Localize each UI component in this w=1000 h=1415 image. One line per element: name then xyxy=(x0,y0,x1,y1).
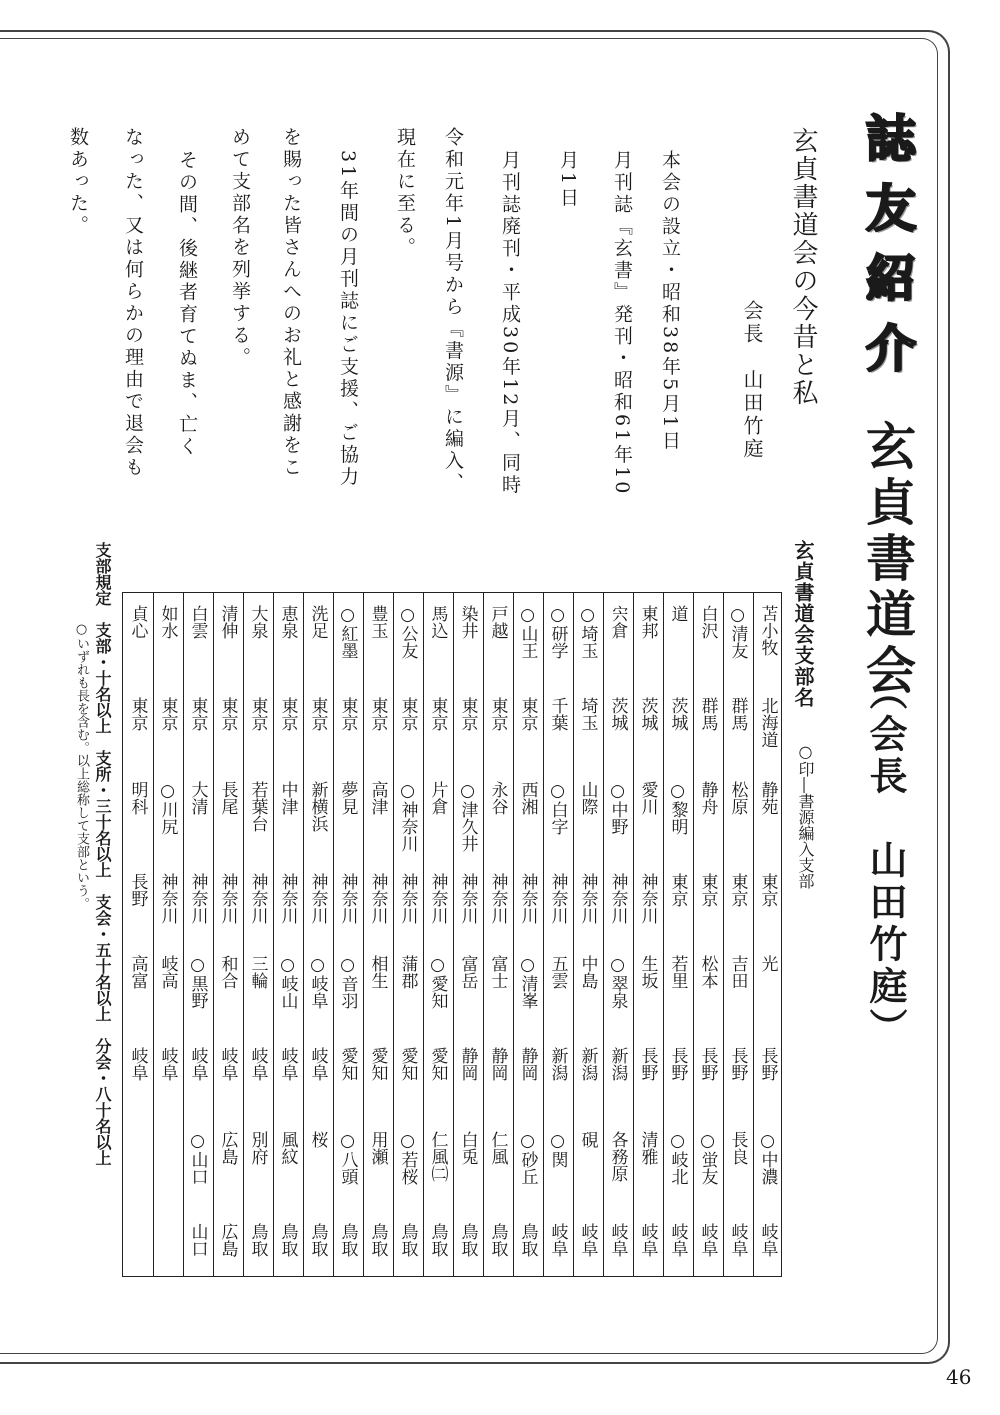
branch-name: 風紋 xyxy=(277,1131,298,1165)
branch-prefecture: 岐阜 xyxy=(307,1047,328,1081)
branch-rules-note: ○いずれも長を含む。以上総称して支部という。 xyxy=(74,622,89,910)
branch-prefecture: 山口 xyxy=(187,1223,208,1257)
article-line: 月刊誌廃刊・平成30年12月、同時 xyxy=(499,150,521,497)
branch-name: ○愛知 xyxy=(427,955,448,1009)
branch-name: 長尾 xyxy=(217,781,238,815)
branch-name: 大泉 xyxy=(247,605,268,639)
branch-prefecture: 神奈川 xyxy=(427,873,448,924)
branch-prefecture: 岐阜 xyxy=(577,1223,598,1257)
branch-prefecture: 群馬 xyxy=(727,697,748,731)
branch-prefecture: 岐阜 xyxy=(667,1223,688,1257)
branch-prefecture: 東京 xyxy=(427,697,448,731)
branch-prefecture: 神奈川 xyxy=(187,873,208,924)
branch-name: ○音羽 xyxy=(337,955,358,1009)
branch-prefecture: 東京 xyxy=(307,697,328,731)
branch-name: 道 xyxy=(667,605,688,622)
branch-prefecture: 神奈川 xyxy=(367,873,388,924)
table-column-rule xyxy=(423,593,424,1276)
branch-name: ○研学 xyxy=(547,605,568,659)
branch-prefecture: 神奈川 xyxy=(247,873,268,924)
branch-prefecture: 東京 xyxy=(517,697,538,731)
branch-prefecture: 神奈川 xyxy=(517,873,538,924)
table-column-rule xyxy=(213,593,214,1276)
branch-name: ○清峯 xyxy=(517,955,538,1009)
branch-name: 戸越 xyxy=(487,605,508,639)
branch-name: 白兎 xyxy=(457,1131,478,1165)
branch-prefecture: 鳥取 xyxy=(397,1223,418,1257)
branch-name: 染井 xyxy=(457,605,478,639)
branch-prefecture: 神奈川 xyxy=(487,873,508,924)
branch-name: 硯 xyxy=(577,1131,598,1148)
branch-prefecture: 鳥取 xyxy=(277,1223,298,1257)
branch-prefecture: 広島 xyxy=(217,1223,238,1257)
branch-prefecture: 静岡 xyxy=(517,1047,538,1081)
page-number: 46 xyxy=(946,1365,972,1389)
branch-name: 各務原 xyxy=(607,1131,628,1182)
table-column-rule xyxy=(723,593,724,1276)
branch-prefecture: 岐阜 xyxy=(637,1223,658,1257)
branch-prefecture: 愛知 xyxy=(397,1047,418,1081)
table-column-rule xyxy=(483,593,484,1276)
branch-name: 五雲 xyxy=(547,955,568,989)
branch-name: 新横浜 xyxy=(307,781,328,832)
branch-name: 高富 xyxy=(127,955,148,989)
branch-name: 蒲郡 xyxy=(397,955,418,989)
branch-name: 恵泉 xyxy=(277,605,298,639)
branch-name: ○岐阜 xyxy=(307,955,328,1009)
branch-prefecture: 神奈川 xyxy=(217,873,238,924)
branch-name: ○山王 xyxy=(517,605,538,659)
branch-name: ○埼玉 xyxy=(577,605,598,659)
article-line: めて支部名を列挙する。 xyxy=(229,127,251,369)
table-column-rule xyxy=(243,593,244,1276)
branch-name: 白沢 xyxy=(697,605,718,639)
branch-prefecture: 長野 xyxy=(757,1047,778,1081)
branch-prefecture: 愛知 xyxy=(367,1047,388,1081)
article-title: 玄貞書道会の今昔と私 xyxy=(788,127,818,407)
branch-prefecture: 神奈川 xyxy=(607,873,628,924)
branch-prefecture: 東京 xyxy=(487,697,508,731)
branch-name: 大清 xyxy=(187,781,208,815)
branch-prefecture: 岐阜 xyxy=(547,1223,568,1257)
branch-name: 豊玉 xyxy=(367,605,388,639)
branch-prefecture: 神奈川 xyxy=(397,873,418,924)
branch-name: 白雲 xyxy=(187,605,208,639)
branch-name: 和合 xyxy=(217,955,238,989)
branch-prefecture: 東京 xyxy=(127,697,148,731)
branch-prefecture: 群馬 xyxy=(697,697,718,731)
branch-name: 高津 xyxy=(367,781,388,815)
branch-name: 相生 xyxy=(367,955,388,989)
branch-prefecture: 東京 xyxy=(337,697,358,731)
branch-name: ○黎明 xyxy=(667,781,688,835)
branch-name: ○白字 xyxy=(547,781,568,835)
article-line: 本会の設立・昭和38年5月1日 xyxy=(659,150,681,453)
article-line: 現在に至る。 xyxy=(394,127,416,259)
chair-note: （会長 山田竹庭） xyxy=(863,672,907,1050)
branch-prefecture: 長野 xyxy=(637,1047,658,1081)
branch-table xyxy=(122,592,782,1277)
table-column-rule xyxy=(183,593,184,1276)
branch-prefecture: 鳥取 xyxy=(247,1223,268,1257)
branch-name: ○翠泉 xyxy=(607,955,628,1009)
branch-name: ○中濃 xyxy=(757,1131,778,1185)
table-column-rule xyxy=(753,593,754,1276)
table-column-rule xyxy=(633,593,634,1276)
branch-prefecture: 新潟 xyxy=(607,1047,628,1081)
branch-prefecture: 岐阜 xyxy=(127,1047,148,1081)
branch-name: 宍倉 xyxy=(607,605,628,639)
branch-name: 仁風 xyxy=(487,1131,508,1165)
branch-name: 夢見 xyxy=(337,781,358,815)
branch-name: ○山口 xyxy=(187,1131,208,1185)
branch-prefecture: 岐阜 xyxy=(217,1047,238,1081)
branch-name: 如水 xyxy=(157,605,178,639)
branch-prefecture: 東京 xyxy=(217,697,238,731)
table-column-rule xyxy=(393,593,394,1276)
branch-prefecture: 神奈川 xyxy=(277,873,298,924)
branch-prefecture: 長野 xyxy=(127,873,148,907)
table-column-rule xyxy=(363,593,364,1276)
article-author: 会長 山田竹庭 xyxy=(740,300,764,461)
branch-name: 永谷 xyxy=(487,781,508,815)
table-column-rule xyxy=(273,593,274,1276)
branch-name: 富士 xyxy=(487,955,508,989)
section-title: 誌友紹介 xyxy=(858,112,916,392)
article-line: なった、又は何らかの理由で退会も xyxy=(122,127,144,479)
org-title: 玄貞書道会 xyxy=(858,420,916,700)
branch-prefecture: 岐阜 xyxy=(187,1047,208,1081)
branch-name: 静苑 xyxy=(757,781,778,815)
branch-prefecture: 東京 xyxy=(667,873,688,907)
table-column-rule xyxy=(543,593,544,1276)
table-column-rule xyxy=(693,593,694,1276)
branch-prefecture: 岐阜 xyxy=(247,1047,268,1081)
branch-name: 愛川 xyxy=(637,781,658,815)
table-column-rule xyxy=(333,593,334,1276)
branch-prefecture: 東京 xyxy=(727,873,748,907)
branch-prefecture: 神奈川 xyxy=(457,873,478,924)
branch-prefecture: 岐阜 xyxy=(607,1223,628,1257)
table-column-rule xyxy=(303,593,304,1276)
branch-name: 光 xyxy=(757,955,778,972)
table-legend: ○印―書源編入支部 xyxy=(796,742,815,889)
table-column-rule xyxy=(513,593,514,1276)
branch-name: 富岳 xyxy=(457,955,478,989)
branch-prefecture: 東京 xyxy=(247,697,268,731)
branch-name: 洗足 xyxy=(307,605,328,639)
branch-prefecture: 鳥取 xyxy=(367,1223,388,1257)
branch-name: ○関 xyxy=(547,1131,568,1168)
branch-prefecture: 茨城 xyxy=(667,697,688,731)
branch-name: ○若桜 xyxy=(397,1131,418,1185)
branch-prefecture: 神奈川 xyxy=(637,873,658,924)
branch-prefecture: 鳥取 xyxy=(427,1223,448,1257)
branch-name: ○砂丘 xyxy=(517,1131,538,1185)
branch-prefecture: 愛知 xyxy=(337,1047,358,1081)
branch-prefecture: 茨城 xyxy=(637,697,658,731)
article-line: 数あった。 xyxy=(67,127,89,237)
branch-name: ○中野 xyxy=(607,781,628,835)
table-title: 玄貞書道会支部名 xyxy=(791,540,815,708)
branch-prefecture: 岐阜 xyxy=(727,1223,748,1257)
article-line: 月1日 xyxy=(557,150,579,210)
article-line: 月刊誌『玄書』発刊・昭和61年10 xyxy=(611,150,633,497)
branch-prefecture: 静岡 xyxy=(487,1047,508,1081)
branch-prefecture: 茨城 xyxy=(607,697,628,731)
branch-prefecture: 長野 xyxy=(667,1047,688,1081)
branch-prefecture: 新潟 xyxy=(577,1047,598,1081)
branch-prefecture: 鳥取 xyxy=(517,1223,538,1257)
branch-prefecture: 長野 xyxy=(727,1047,748,1081)
branch-name: 中島 xyxy=(577,955,598,989)
branch-name: 長良 xyxy=(727,1131,748,1165)
branch-name: 山際 xyxy=(577,781,598,815)
branch-prefecture: 新潟 xyxy=(547,1047,568,1081)
branch-prefecture: 静岡 xyxy=(457,1047,478,1081)
branch-prefecture: 岐阜 xyxy=(157,1047,178,1081)
branch-name: 片倉 xyxy=(427,781,448,815)
branch-name: ○清友 xyxy=(727,605,748,659)
branch-name: 中津 xyxy=(277,781,298,815)
branch-prefecture: 東京 xyxy=(157,697,178,731)
branch-prefecture: 岐阜 xyxy=(697,1223,718,1257)
branch-prefecture: 神奈川 xyxy=(547,873,568,924)
table-column-rule xyxy=(453,593,454,1276)
branch-prefecture: 東京 xyxy=(367,697,388,731)
branch-prefecture: 北海道 xyxy=(757,697,778,748)
table-column-rule xyxy=(153,593,154,1276)
table-column-rule xyxy=(663,593,664,1276)
branch-name: 松本 xyxy=(697,955,718,989)
branch-prefecture: 岐阜 xyxy=(757,1223,778,1257)
branch-name: ○岐山 xyxy=(277,955,298,1009)
branch-name: 生坂 xyxy=(637,955,658,989)
branch-prefecture: 神奈川 xyxy=(337,873,358,924)
branch-name: 岐高 xyxy=(157,955,178,989)
branch-name: ○八頭 xyxy=(337,1131,358,1185)
branch-rules: 支部規定 支部・十名以上 支所・三十名以上 支会・五十名以上 分会・八十名以上 xyxy=(93,542,112,1166)
branch-name: 清雅 xyxy=(637,1131,658,1165)
branch-name: 清伸 xyxy=(217,605,238,639)
article-line: その間、後継者育てぬま、亡く xyxy=(176,150,198,458)
branch-prefecture: 鳥取 xyxy=(337,1223,358,1257)
branch-name: 松原 xyxy=(727,781,748,815)
branch-prefecture: 埼玉 xyxy=(577,697,598,731)
branch-name: 別府 xyxy=(247,1131,268,1165)
branch-name: 三輪 xyxy=(247,955,268,989)
branch-prefecture: 東京 xyxy=(697,873,718,907)
branch-prefecture: 岐阜 xyxy=(277,1047,298,1081)
branch-prefecture: 鳥取 xyxy=(307,1223,328,1257)
article-line: 令和元年1月号から『書源』に編入、 xyxy=(442,127,464,495)
branch-name: 仁風㈡ xyxy=(427,1131,448,1182)
branch-name: ○蛍友 xyxy=(697,1131,718,1185)
branch-name: ○神奈川 xyxy=(397,781,418,852)
branch-prefecture: 東京 xyxy=(457,697,478,731)
branch-name: 東邦 xyxy=(637,605,658,639)
branch-name: 桜 xyxy=(307,1131,328,1148)
branch-name: ○津久井 xyxy=(457,781,478,852)
branch-name: ○紅墨 xyxy=(337,605,358,659)
branch-prefecture: 鳥取 xyxy=(487,1223,508,1257)
branch-prefecture: 神奈川 xyxy=(577,873,598,924)
branch-prefecture: 長野 xyxy=(697,1047,718,1081)
branch-name: 西湘 xyxy=(517,781,538,815)
branch-prefecture: 神奈川 xyxy=(307,873,328,924)
branch-name: 若里 xyxy=(667,955,688,989)
branch-prefecture: 東京 xyxy=(397,697,418,731)
table-column-rule xyxy=(573,593,574,1276)
branch-prefecture: 東京 xyxy=(187,697,208,731)
article-line: 31年間の月刊誌にご支援、ご協力 xyxy=(337,150,359,489)
branch-prefecture: 東京 xyxy=(277,697,298,731)
branch-name: ○川尻 xyxy=(157,781,178,835)
branch-name: 吉田 xyxy=(727,955,748,989)
branch-name: 用瀬 xyxy=(367,1131,388,1165)
branch-prefecture: 神奈川 xyxy=(157,873,178,924)
branch-name: ○岐北 xyxy=(667,1131,688,1185)
branch-name: 静舟 xyxy=(697,781,718,815)
branch-name: ○公友 xyxy=(397,605,418,659)
branch-name: 貞心 xyxy=(127,605,148,639)
branch-name: 明科 xyxy=(127,781,148,815)
branch-name: 馬込 xyxy=(427,605,448,639)
branch-name: 若葉台 xyxy=(247,781,268,832)
branch-name: ○黒野 xyxy=(187,955,208,1009)
branch-name: 苫小牧 xyxy=(757,605,778,656)
branch-prefecture: 千葉 xyxy=(547,697,568,731)
branch-prefecture: 愛知 xyxy=(427,1047,448,1081)
branch-prefecture: 東京 xyxy=(757,873,778,907)
article-line: を賜った皆さんへのお礼と感謝をこ xyxy=(280,127,302,479)
table-column-rule xyxy=(603,593,604,1276)
branch-name: 広島 xyxy=(217,1131,238,1165)
branch-prefecture: 鳥取 xyxy=(457,1223,478,1257)
